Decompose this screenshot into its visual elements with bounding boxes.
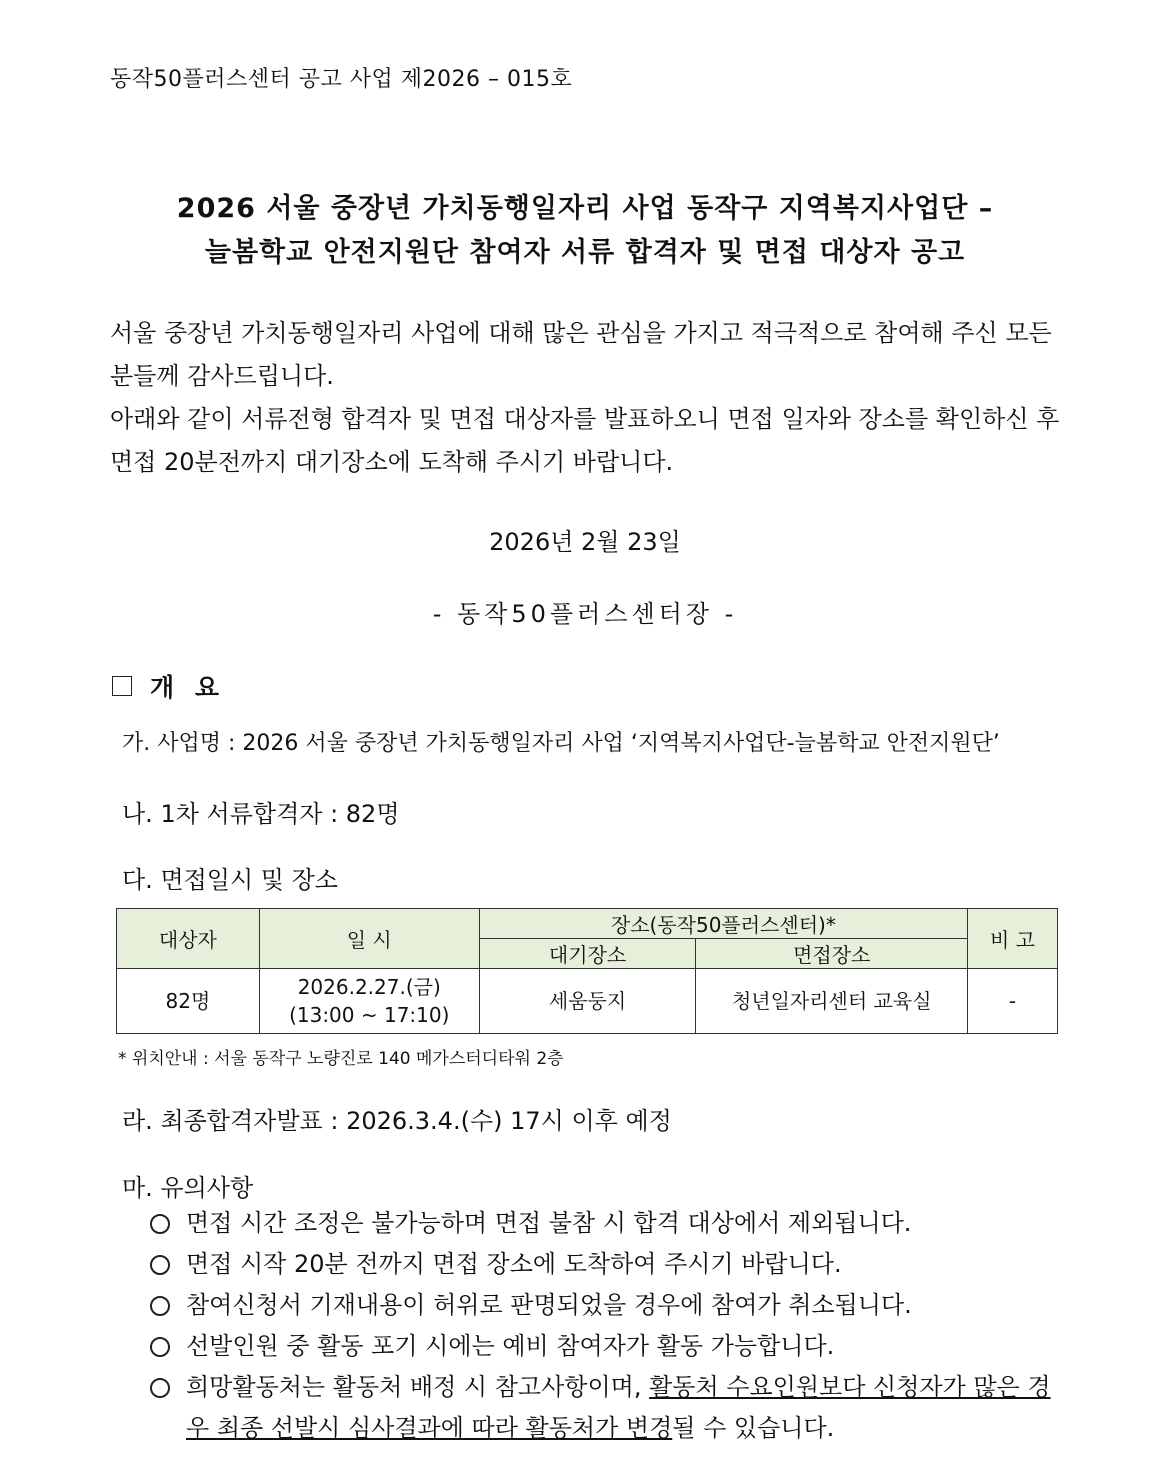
item-final-announcement: 라. 최종합격자발표 : 2026.3.4.(수) 17시 이후 예정: [122, 1107, 672, 1135]
notice-underlined-text: 활동처 수요인원보다 신청자가 많은 경우 최종 선발시 심사결과에 따라 활동처가 변경: [186, 1373, 1051, 1442]
header-datetime: 일 시: [259, 909, 479, 969]
notice-text: 참여신청서 기재내용이 허위로 판명되었을 경우에 참여가 취소됩니다.: [186, 1291, 912, 1319]
list-item: [150, 1367, 1061, 1449]
notice-text-last: [186, 1367, 1061, 1449]
circle-bullet-icon: [150, 1337, 170, 1357]
circle-bullet-icon: [150, 1255, 170, 1275]
list-item: [150, 1244, 1061, 1285]
interview-schedule-table: [116, 908, 1058, 1034]
checkbox-icon: [112, 676, 132, 696]
list-item: [150, 1285, 1061, 1326]
document-number: 동작50플러스센터 공고 사업 제2026 – 015호: [110, 67, 573, 92]
section-overview-heading: [112, 668, 225, 704]
notice-text: 면접 시간 조정은 불가능하며 면접 불참 시 합격 대상에서 제외됩니다.: [186, 1209, 912, 1237]
header-place: 장소(동작50플러스센터)*: [479, 909, 967, 939]
item-project-name: 가. 사업명 : 2026 서울 중장년 가치동행일자리 사업 ‘지역복지사업단-늘봄학교 안전지원단’: [122, 731, 1000, 756]
cell-datetime: [259, 969, 479, 1034]
notice-plain-text: 희망활동처는 활동처 배정 시 참고사항이며,: [186, 1373, 650, 1401]
cell-date: 2026.2.27.(금): [297, 975, 441, 999]
circle-bullet-icon: [150, 1214, 170, 1234]
table-row: [117, 969, 1058, 1034]
location-note: * 위치안내 : 서울 동작구 노량진로 140 메가스터디타워 2층: [118, 1049, 564, 1069]
circle-bullet-icon: [150, 1378, 170, 1398]
cell-time: (13:00 ~ 17:10): [289, 1003, 450, 1027]
header-note: 비 고: [968, 909, 1058, 969]
header-target: 대상자: [117, 909, 260, 969]
notice-tail-text: 될 수 있습니다.: [672, 1414, 835, 1442]
item-document-passers: 나. 1차 서류합격자 : 82명: [122, 800, 400, 828]
item-precautions: 마. 유의사항: [122, 1174, 254, 1202]
list-item: [150, 1203, 1061, 1244]
item-interview-schedule: 다. 면접일시 및 장소: [122, 866, 338, 894]
announcement-date: 2026년 2월 23일: [489, 528, 681, 556]
signer: - 동작50플러스센터장 -: [432, 600, 738, 628]
cell-target: 82명: [117, 969, 260, 1034]
title-line-2: 늘봄학교 안전지원단 참여자 서류 합격자 및 면접 대상자 공고: [204, 237, 966, 268]
cell-interview-place: 청년일자리센터 교육실: [696, 969, 968, 1034]
header-waiting-place: 대기장소: [479, 939, 696, 969]
cell-note: -: [968, 969, 1058, 1034]
intro-paragraph-1: 서울 중장년 가치동행일자리 사업에 대해 많은 관심을 가지고 적극적으로 참여해 주신 모든 분들께 감사드립니다.: [110, 319, 1052, 390]
section-title: 개 요: [150, 673, 226, 702]
precautions-list: [150, 1203, 1061, 1449]
cell-waiting-place: 세움둥지: [479, 969, 696, 1034]
header-interview-place: 면접장소: [696, 939, 968, 969]
notice-text: 선발인원 중 활동 포기 시에는 예비 참여자가 활동 가능합니다.: [186, 1332, 835, 1360]
title-line-1: 2026 서울 중장년 가치동행일자리 사업 동작구 지역복지사업단 –: [176, 193, 994, 224]
intro-paragraph-2: 아래와 같이 서류전형 합격자 및 면접 대상자를 발표하오니 면접 일자와 장소를 확인하신 후 면접 20분전까지 대기장소에 도착해 주시기 바랍니다.: [110, 405, 1060, 476]
notice-text: 면접 시작 20분 전까지 면접 장소에 도착하여 주시기 바랍니다.: [186, 1250, 842, 1278]
table-header-row: [117, 909, 1058, 939]
list-item: [150, 1326, 1061, 1367]
circle-bullet-icon: [150, 1296, 170, 1316]
